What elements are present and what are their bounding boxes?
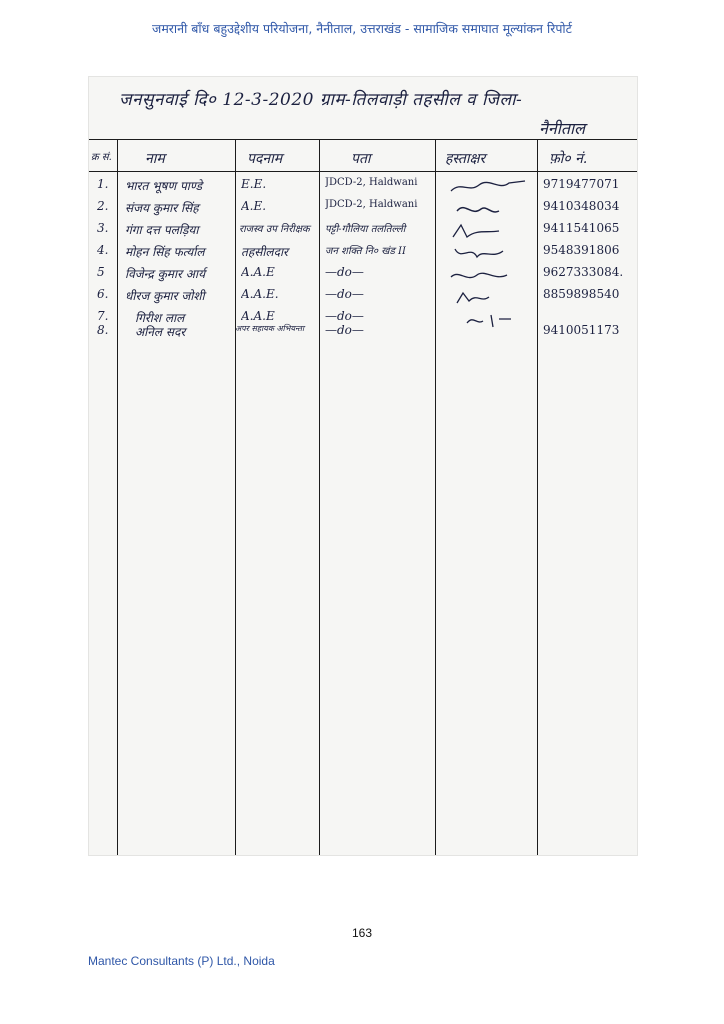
row-designation: E.E.: [241, 177, 267, 191]
row-name: विजेन्द्र कुमार आर्य: [125, 267, 206, 281]
column-header-name: नाम: [145, 151, 165, 167]
table-row: [89, 287, 637, 305]
column-header-sn: क्र सं.: [91, 152, 112, 163]
row-designation: A.A.E: [241, 265, 275, 279]
row-sn: 5: [97, 265, 105, 279]
row-name: अनिल सदर: [135, 325, 186, 339]
signature: [447, 245, 529, 263]
column-header-phone: फ़ो० नं.: [549, 151, 588, 167]
row-name: मोहन सिंह फर्त्याल: [125, 245, 205, 259]
column-header-designation: पदनाम: [247, 151, 283, 167]
row-phone: 9410051173: [543, 323, 620, 337]
row-name: गंगा दत्त पलड़िया: [125, 223, 199, 237]
row-address: —do—: [325, 287, 364, 301]
row-name: धीरज कुमार जोशी: [125, 289, 205, 303]
row-designation: अपर सहायक अभियन्ता: [235, 324, 305, 333]
row-address: पट्टी-गौलिया तलतिल्ली: [325, 224, 406, 235]
row-phone: 8859898540: [543, 287, 620, 301]
signature: [447, 267, 529, 285]
header-bottom-rule: [89, 171, 637, 172]
row-address: —do—: [325, 265, 364, 279]
scanned-attendance-sheet: [88, 76, 638, 856]
row-address: जन शक्ति नि० खंड II: [325, 246, 406, 257]
row-phone: 9410348034: [543, 199, 620, 213]
row-sn: 1.: [97, 177, 109, 191]
row-sn: 6.: [97, 287, 109, 301]
footer-company: Mantec Consultants (P) Ltd., Noida: [88, 954, 275, 968]
signature: [447, 223, 529, 241]
row-address: —do—: [325, 323, 364, 337]
column-header-signature: हस्ताक्षर: [445, 151, 486, 167]
row-address: JDCD-2, Haldwani: [325, 199, 418, 210]
signature: [447, 201, 529, 219]
row-address: —do—: [325, 309, 364, 323]
row-phone: 9411541065: [543, 221, 620, 235]
row-address: JDCD-2, Haldwani: [325, 177, 418, 188]
sheet-title-line1: जनसुनवाई दि० 12-3-2020 ग्राम-तिलवाड़ी तहसील व जिला-: [119, 90, 523, 110]
row-sn: 3.: [97, 221, 109, 235]
row-name: भारत भूषण पाण्डे: [125, 179, 203, 193]
row-phone: 9719477071: [543, 177, 620, 191]
row-designation: तहसीलदार: [241, 245, 288, 259]
row-designation: A.E.: [241, 199, 267, 213]
page-number: 163: [351, 926, 373, 940]
row-sn: 8.: [97, 323, 109, 337]
row-designation: A.A.E.: [241, 287, 279, 301]
row-sn: 2.: [97, 199, 109, 213]
table-row: [89, 243, 637, 261]
row-phone: 9548391806: [543, 243, 620, 257]
table-row: [89, 265, 637, 283]
header-top-rule: [89, 139, 637, 140]
row-name: गिरीश लाल: [135, 311, 185, 325]
table-row: [89, 199, 637, 217]
table-row: [89, 177, 637, 195]
signature: [447, 289, 529, 307]
row-designation: राजस्व उप निरीक्षक: [239, 224, 310, 235]
sheet-title-line2: नैनीताल: [539, 119, 586, 138]
row-sn: 7.: [97, 309, 109, 323]
row-sn: 4.: [97, 243, 109, 257]
table-row: [89, 221, 637, 239]
row-name: संजय कुमार सिंह: [125, 201, 199, 215]
page-header: जमरानी बाँध बहुउद्देशीय परियोजना, नैनीताल, उत्तराखंड - सामाजिक समाघात मूल्यांकन रिपोर्ट: [152, 21, 572, 36]
table-row: [89, 323, 637, 341]
signature: [447, 179, 529, 197]
row-designation: A.A.E: [241, 309, 275, 323]
column-header-address: पता: [351, 151, 371, 167]
row-phone: 9627333084.: [543, 265, 624, 279]
